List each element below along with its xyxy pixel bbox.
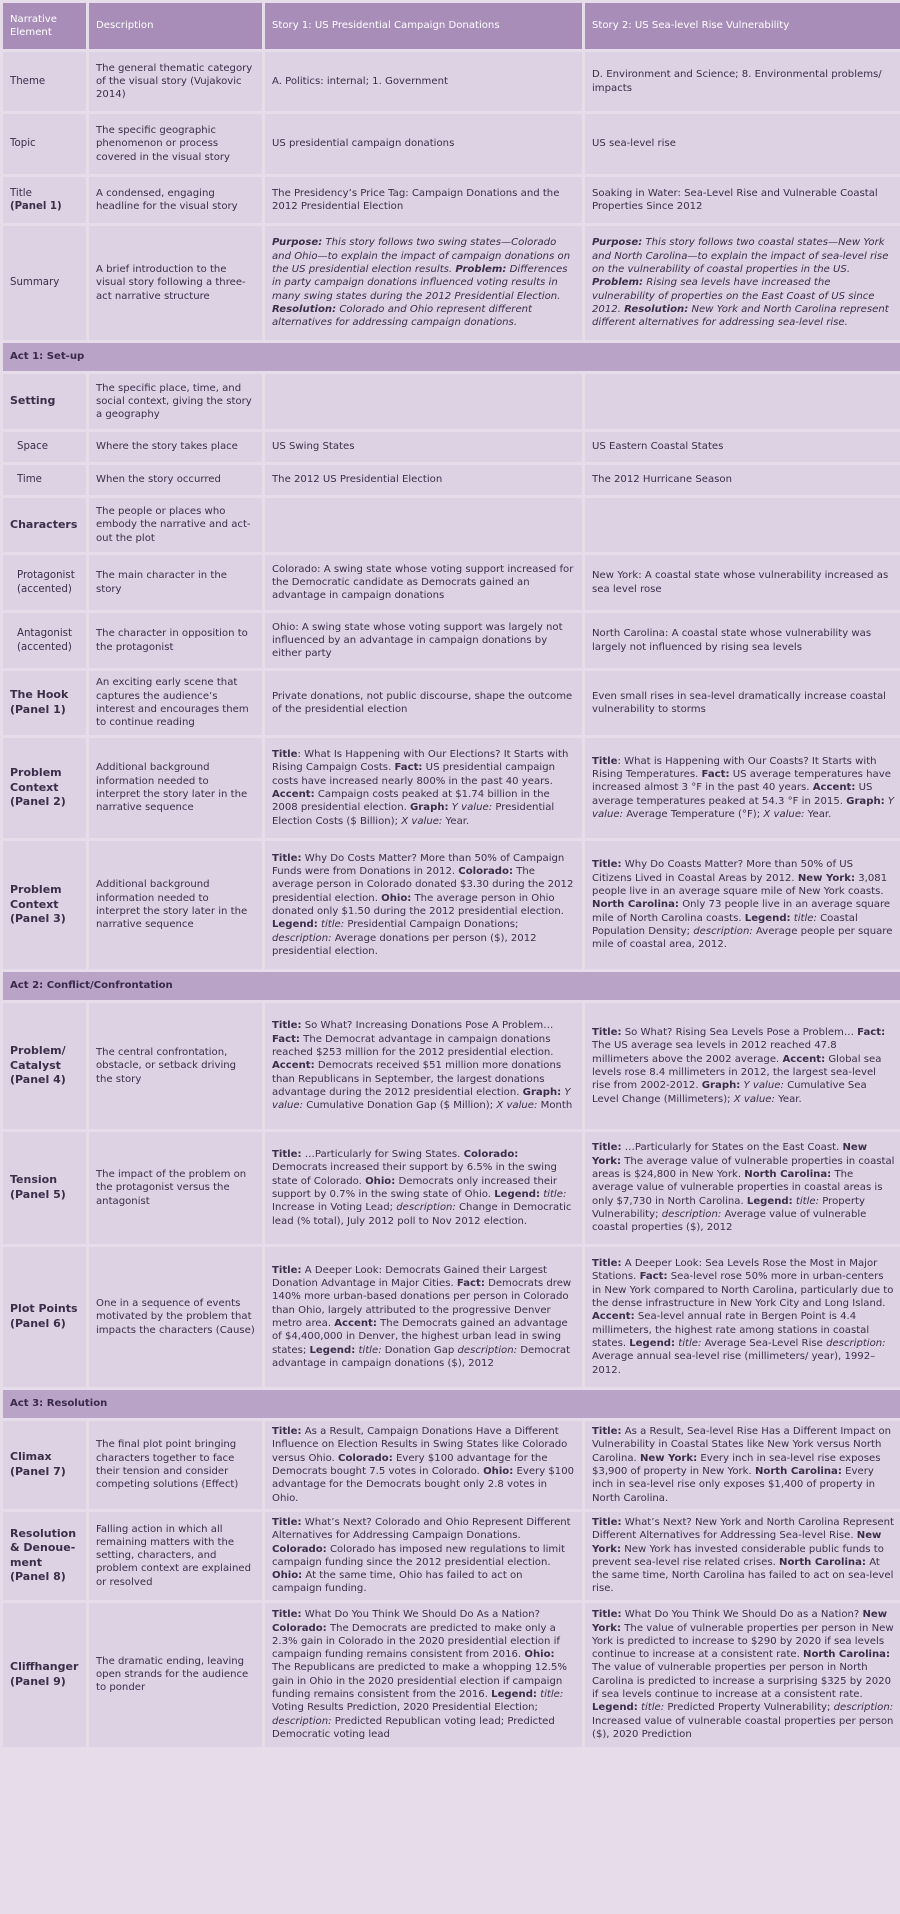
story-1-cell: A. Politics: internal; 1. Government xyxy=(265,52,582,111)
row-space xyxy=(3,432,900,462)
row-setting xyxy=(3,374,900,429)
element-description: Falling action in which all remaining matters with the setting, characters, and problem context are explained or resolved xyxy=(89,1512,262,1600)
element-label: Time xyxy=(3,465,86,495)
story-1-cell xyxy=(265,498,582,552)
element-description: When the story occurred xyxy=(89,465,262,495)
row-panel-9 xyxy=(3,1603,900,1747)
element-description: The dramatic ending, leaving open strands for the audience to ponder xyxy=(89,1603,262,1747)
story-2-cell: Title: A Deeper Look: Sea Levels Rose the Most in Major Stations. Fact: Sea-level rose 50% more in urban-centers in New York compared to North Carolina, particularly due to the dense infrastructure in New York City and Long Island. Accent: Sea-level annual rate in Bergen Point is 4.4 millimeters, the highest rate among stations in coastal states. Legend: title: Average Sea-Level Rise description: Average annual sea-level rise (millimeters/ year), 1992–2012. xyxy=(585,1247,900,1387)
element-description: A condensed, engaging headline for the visual story xyxy=(89,177,262,223)
story-2-cell: Title: So What? Rising Sea Levels Pose a Problem… Fact: The US average sea levels in 2012 reached 47.8 millimeters above the 2002 average. Accent: Global sea levels rose 8.4 millimeters in 2012, the largest sea-level rise from 2002-2012. Graph: Y value: Cumulative Sea Level Change (Millimeters); X value: Year. xyxy=(585,1003,900,1129)
header-story-2: Story 2: US Sea-level Rise Vulnerability xyxy=(585,3,900,49)
element-label-text: Title xyxy=(10,187,32,199)
story-1-cell: Title: What’s Next? Colorado and Ohio Represent Different Alternatives for Addressing Campaign Donations. Colorado: Colorado has imposed new regulations to limit campaign funding since the 2012 presidential election. Ohio: At the same time, Ohio has failed to act on campaign funding. xyxy=(265,1512,582,1600)
story-1-cell: Title: What Is Happening with Our Elections? It Starts with Rising Campaign Costs. Fact: US presidential campaign costs have increased nearly 800% in the past 40 years. Accent: Campaign costs peaked at $1.74 billion in the 2008 presidential election. Graph: Y value: Presidential Election Costs ($ Billion); X value: Year. xyxy=(265,738,582,838)
element-label xyxy=(3,177,86,223)
story-2-cell: Title: As a Result, Sea-level Rise Has a Different Impact on Vulnerability in Coastal States like New York versus North Carolina. New York: Every inch in sea-level rise exposes $3,900 of property in New York. North Carolina: Every inch in sea-level rise only exposes $1,400 of property in North Carolina. xyxy=(585,1421,900,1509)
element-label: Protagonist (accented) xyxy=(3,555,86,610)
story-2-cell: Purpose: This story follows two coastal states—New York and North Carolina—to explain the impact of sea-level rise on the vulnerability of coastal properties in the US. Problem: Rising sea levels have increased the vulnerability of properties on the East Coast of US since 2012. Resolution: New York and North Carolina represent different alternatives for addressing sea-level rise. xyxy=(585,226,900,340)
header-row xyxy=(3,3,900,49)
story-1-cell: US Swing States xyxy=(265,432,582,462)
element-description: An exciting early scene that captures the audience’s interest and encourages them to continue reading xyxy=(89,671,262,735)
element-label: Plot Points (Panel 6) xyxy=(3,1247,86,1387)
row-panel-8 xyxy=(3,1512,900,1600)
row-summary xyxy=(3,226,900,340)
story-1-cell: The Presidency’s Price Tag: Campaign Donations and the 2012 Presidential Election xyxy=(265,177,582,223)
element-label: Topic xyxy=(3,114,86,174)
story-2-cell xyxy=(585,498,900,552)
story-2-cell: North Carolina: A coastal state whose vulnerability was largely not influenced by rising sea levels xyxy=(585,613,900,668)
story-1-cell: Title: Why Do Costs Matter? More than 50% of Campaign Funds were from Donations in 2012. Colorado: The average person in Colorado donated $3.30 during the 2012 presidential election. Ohio: The average person in Ohio donated only $1.50 during the 2012 presidential election. Legend: title: Presidential Campaign Donations; description: Average donations per person ($), 2012 presidential election. xyxy=(265,841,582,969)
story-1-cell: Colorado: A swing state whose voting support increased for the Democratic candidate as Democrats gained an advantage in campaign donations xyxy=(265,555,582,610)
element-label: Characters xyxy=(3,498,86,552)
row-time xyxy=(3,465,900,495)
element-description: The final plot point bringing characters together to face their tension and consider competing solutions (Effect) xyxy=(89,1421,262,1509)
element-label: Resolution & Denoue-ment (Panel 8) xyxy=(3,1512,86,1600)
element-label: Space xyxy=(3,432,86,462)
element-label: Theme xyxy=(3,52,86,111)
story-2-cell: New York: A coastal state whose vulnerability increased as sea level rose xyxy=(585,555,900,610)
panel-label: (Panel 1) xyxy=(10,201,62,212)
story-2-cell xyxy=(585,374,900,429)
section-act-2 xyxy=(3,972,900,1000)
story-2-cell: Title: What Do You Think We Should Do as a Nation? New York: The value of vulnerable properties per person in New York is predicted to increase to $290 by 2020 if sea levels continue to increase at a consistent rate. North Carolina: The value of vulnerable properties per person in North Carolina is predicted to increase a surprising $325 by 2020 if sea levels continue to increase at a consistent rate. Legend: title: Predicted Property Vulnerability; description: Increased value of vulnerable coastal properties per person ($), 2020 Prediction xyxy=(585,1603,900,1747)
element-description: Additional background information needed to interpret the story later in the narrative sequence xyxy=(89,738,262,838)
section-title: Act 3: Resolution xyxy=(3,1390,900,1418)
story-1-cell xyxy=(265,374,582,429)
row-title xyxy=(3,177,900,223)
element-label: Setting xyxy=(3,374,86,429)
story-1-cell: Private donations, not public discourse, shape the outcome of the presidential election xyxy=(265,671,582,735)
element-label: Cliffhanger (Panel 9) xyxy=(3,1603,86,1747)
story-1-cell: Title: As a Result, Campaign Donations Have a Different Influence on Election Results in Swing States like Colorado versus Ohio. Colorado: Every $100 advantage for the Democrats bought 7.5 votes in Colorado. Ohio: Every $100 advantage for the Democrats bought only 2.8 votes in Ohio. xyxy=(265,1421,582,1509)
story-1-cell: Ohio: A swing state whose voting support was largely not influenced by an advantage in campaign donations by either party xyxy=(265,613,582,668)
element-label: Tension (Panel 5) xyxy=(3,1132,86,1244)
element-label: Climax (Panel 7) xyxy=(3,1421,86,1509)
section-title: Act 1: Set-up xyxy=(3,343,900,371)
row-protagonist xyxy=(3,555,900,610)
element-description: The central confrontation, obstacle, or setback driving the story xyxy=(89,1003,262,1129)
story-2-cell: The 2012 Hurricane Season xyxy=(585,465,900,495)
story-2-cell: D. Environment and Science; 8. Environmental problems/ impacts xyxy=(585,52,900,111)
story-1-cell: Title: What Do You Think We Should Do As a Nation? Colorado: The Democrats are predicted to make only a 2.3% gain in Colorado in the 2020 presidential election if campaign funding remains consistent from 2016. Ohio: The Republicans are predicted to make a whopping 12.5% gain in Ohio in the 2020 presidential election if campaign funding remains consistent from the 2016. Legend: title: Voting Results Prediction, 2020 Presidential Election; description: Predicted Republican voting lead; Predicted Democratic voting lead xyxy=(265,1603,582,1747)
element-description: Where the story takes place xyxy=(89,432,262,462)
element-description: Additional background information needed to interpret the story later in the narrative sequence xyxy=(89,841,262,969)
element-description: The impact of the problem on the protagonist versus the antagonist xyxy=(89,1132,262,1244)
element-label: Problem Context (Panel 3) xyxy=(3,841,86,969)
element-label: Problem/ Catalyst (Panel 4) xyxy=(3,1003,86,1129)
row-hook xyxy=(3,671,900,735)
story-2-cell: US Eastern Coastal States xyxy=(585,432,900,462)
row-characters xyxy=(3,498,900,552)
element-description: The specific place, time, and social context, giving the story a geography xyxy=(89,374,262,429)
element-description: A brief introduction to the visual story following a three-act narrative structure xyxy=(89,226,262,340)
row-antagonist xyxy=(3,613,900,668)
story-1-cell: Title: A Deeper Look: Democrats Gained their Largest Donation Advantage in Major Cities. Fact: Democrats drew 140% more urban-based donations per person in Colorado than Ohio, largely attributed to the progressive Denver metro area. Accent: The Democrats gained an advantage of $4,400,000 in Denver, the highest urban lead in swing states; Legend: title: Donation Gap description: Democrat advantage in campaign donations ($), 2012 xyxy=(265,1247,582,1387)
story-2-cell: US sea-level rise xyxy=(585,114,900,174)
element-description: The main character in the story xyxy=(89,555,262,610)
row-theme xyxy=(3,52,900,111)
story-1-cell: The 2012 US Presidential Election xyxy=(265,465,582,495)
story-2-cell: Title: What’s Next? New York and North Carolina Represent Different Alternatives for Addressing Sea-level Rise. New York: New York has invested considerable public funds to prevent sea-level rise related crises. North Carolina: At the same time, North Carolina has failed to act on sea-level rise. xyxy=(585,1512,900,1600)
story-2-cell: Title: What is Happening with Our Coasts? It Starts with Rising Temperatures. Fact: US average temperatures have increased almost 3 °F in the past 40 years. Accent: US average temperatures peaked at 54.3 °F in 2015. Graph: Y value: Average Temperature (°F); X value: Year. xyxy=(585,738,900,838)
story-1-cell: Purpose: This story follows two swing states—Colorado and Ohio—to explain the impact of campaign donations on the US presidential election results. Problem: Differences in party campaign donations influenced voting results in many swing states during the 2012 Presidential Election. Resolution: Colorado and Ohio represent different alternatives for addressing campaign donations. xyxy=(265,226,582,340)
header-narrative-element: Narrative Element xyxy=(3,3,86,49)
row-panel-4 xyxy=(3,1003,900,1129)
story-2-cell: Soaking in Water: Sea-Level Rise and Vulnerable Coastal Properties Since 2012 xyxy=(585,177,900,223)
story-2-cell: Title: …Particularly for States on the East Coast. New York: The average value of vulnerable properties in coastal areas is $24,800 in New York. North Carolina: The average value of vulnerable properties in coastal areas is only $7,730 in North Carolina. Legend: title: Property Vulnerability; description: Average value of vulnerable coastal properties ($), 2012 xyxy=(585,1132,900,1244)
story-1-cell: US presidential campaign donations xyxy=(265,114,582,174)
row-panel-5 xyxy=(3,1132,900,1244)
story-1-cell: Title: …Particularly for Swing States. Colorado: Democrats increased their support by 6.5% in the swing state of Colorado. Ohio: Democrats only increased their support by 0.7% in the swing state of Ohio. Legend: title: Increase in Voting Lead; description: Change in Democratic lead (% total), July 2012 poll to Nov 2012 election. xyxy=(265,1132,582,1244)
row-problem-context-3 xyxy=(3,841,900,969)
header-story-1: Story 1: US Presidential Campaign Donations xyxy=(265,3,582,49)
header-description: Description xyxy=(89,3,262,49)
element-description: The specific geographic phenomenon or process covered in the visual story xyxy=(89,114,262,174)
element-label: Summary xyxy=(3,226,86,340)
row-topic xyxy=(3,114,900,174)
row-panel-6 xyxy=(3,1247,900,1387)
element-label: Problem Context (Panel 2) xyxy=(3,738,86,838)
element-description: One in a sequence of events motivated by the problem that impacts the characters (Cause) xyxy=(89,1247,262,1387)
row-problem-context-2 xyxy=(3,738,900,838)
element-description: The people or places who embody the narrative and act-out the plot xyxy=(89,498,262,552)
story-1-cell: Title: So What? Increasing Donations Pose A Problem… Fact: The Democrat advantage in campaign donations reached $253 million for the 2012 presidential election. Accent: Democrats received $51 million more donations than Republicans in September, the largest donations advantage during the 2012 presidential election. Graph: Y value: Cumulative Donation Gap ($ Million); X value: Month xyxy=(265,1003,582,1129)
story-2-cell: Title: Why Do Coasts Matter? More than 50% of US Citizens Lived in Coastal Areas by 2012. New York: 3,081 people live in an average square mile of New York coasts. North Carolina: Only 73 people live in an average square mile of North Carolina coasts. Legend: title: Coastal Population Density; description: Average people per square mile of coastal area, 2012. xyxy=(585,841,900,969)
element-label: The Hook (Panel 1) xyxy=(3,671,86,735)
section-title: Act 2: Conflict/Confrontation xyxy=(3,972,900,1000)
element-label: Antagonist (accented) xyxy=(3,613,86,668)
element-description: The character in opposition to the protagonist xyxy=(89,613,262,668)
section-act-3 xyxy=(3,1390,900,1418)
row-panel-7 xyxy=(3,1421,900,1509)
story-2-cell: Even small rises in sea-level dramatically increase coastal vulnerability to storms xyxy=(585,671,900,735)
section-act-1 xyxy=(3,343,900,371)
element-description: The general thematic category of the visual story (Vujakovic 2014) xyxy=(89,52,262,111)
